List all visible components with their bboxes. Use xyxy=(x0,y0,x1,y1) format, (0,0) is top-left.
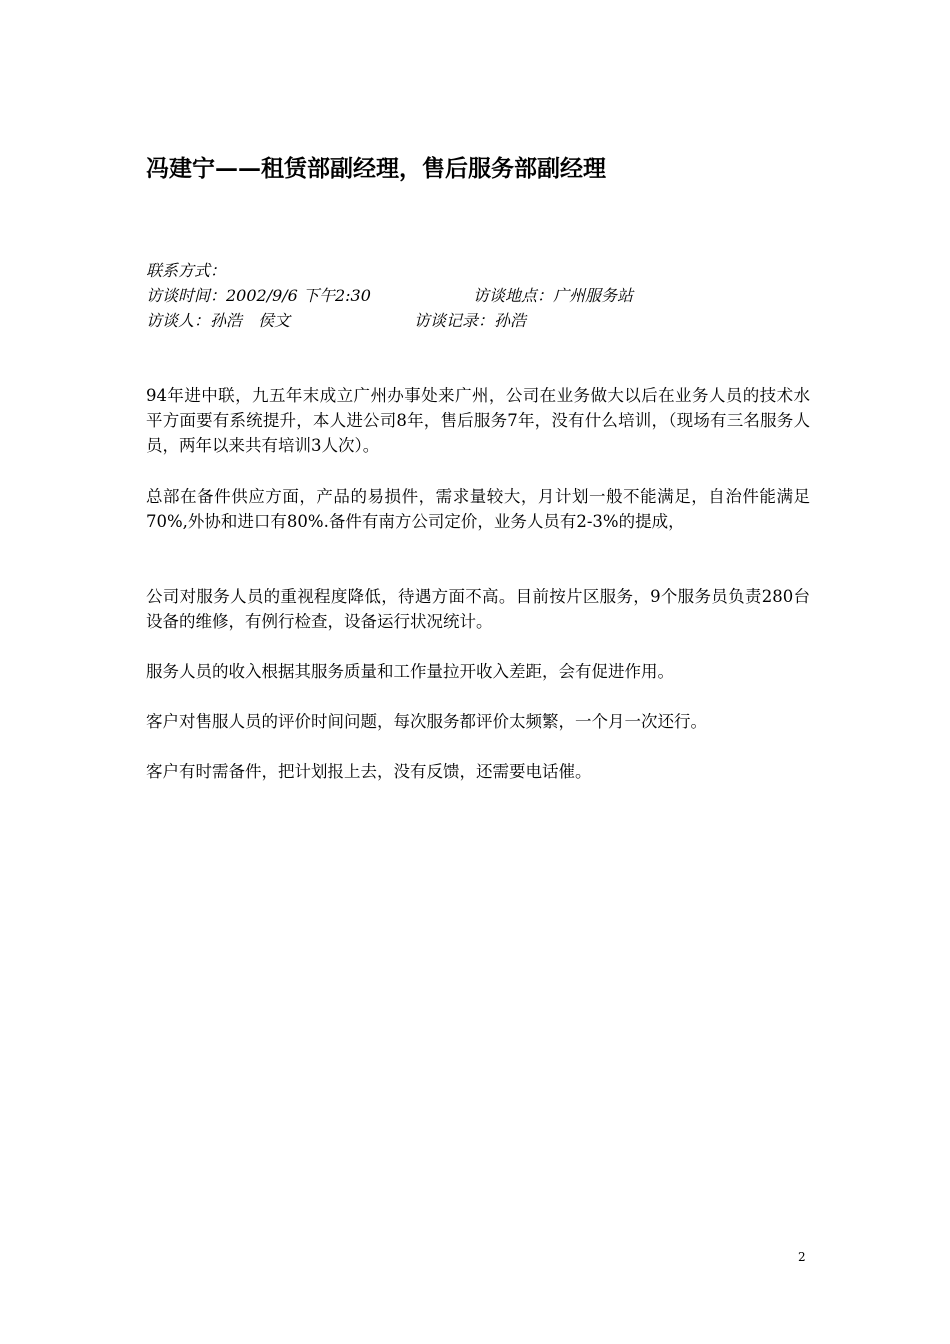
interview-location: 访谈地点：广州服务站 xyxy=(473,286,634,305)
interviewer-recorder-line xyxy=(146,309,826,333)
interviewers: 访谈人：孙浩 侯文 xyxy=(146,311,291,330)
paragraph: 总部在备件供应方面，产品的易损件，需求量较大，月计划一般不能满足，自治件能满足70%,外协和进口有80%.备件有南方公司定价，业务人员有2-3%的提成， xyxy=(146,487,810,531)
paragraph: 客户对售服人员的评价时间问题，每次服务都评价太频繁，一个月一次还行。 xyxy=(146,712,707,731)
recorder: 访谈记录：孙浩 xyxy=(414,311,527,330)
page-number: 2 xyxy=(798,1250,806,1264)
contact-line xyxy=(146,259,826,283)
paragraph: 服务人员的收入根据其服务质量和工作量拉开收入差距，会有促进作用。 xyxy=(146,662,674,681)
paragraph: 客户有时需备件，把计划报上去，没有反馈，还需要电话催。 xyxy=(146,762,592,781)
document-title: 冯建宁——租赁部副经理，售后服务部副经理 xyxy=(146,155,606,182)
paragraph: 94年进中联，九五年末成立广州办事处来广州，公司在业务做大以后在业务人员的技术水平方面要有系统提升，本人进公司8年，售后服务7年，没有什么培训，（现场有三名服务人员，两年以来共有培训3人次）。 xyxy=(146,386,810,455)
contact-label: 联系方式： xyxy=(146,261,227,280)
paragraph: 公司对服务人员的重视程度降低，待遇方面不高。目前按片区服务，9个服务员负责280台设备的维修，有例行检查，设备运行状况统计。 xyxy=(146,587,810,631)
interview-time-location-line xyxy=(146,284,826,308)
interview-time: 访谈时间：2002/9/6 下午2:30 xyxy=(146,286,371,305)
